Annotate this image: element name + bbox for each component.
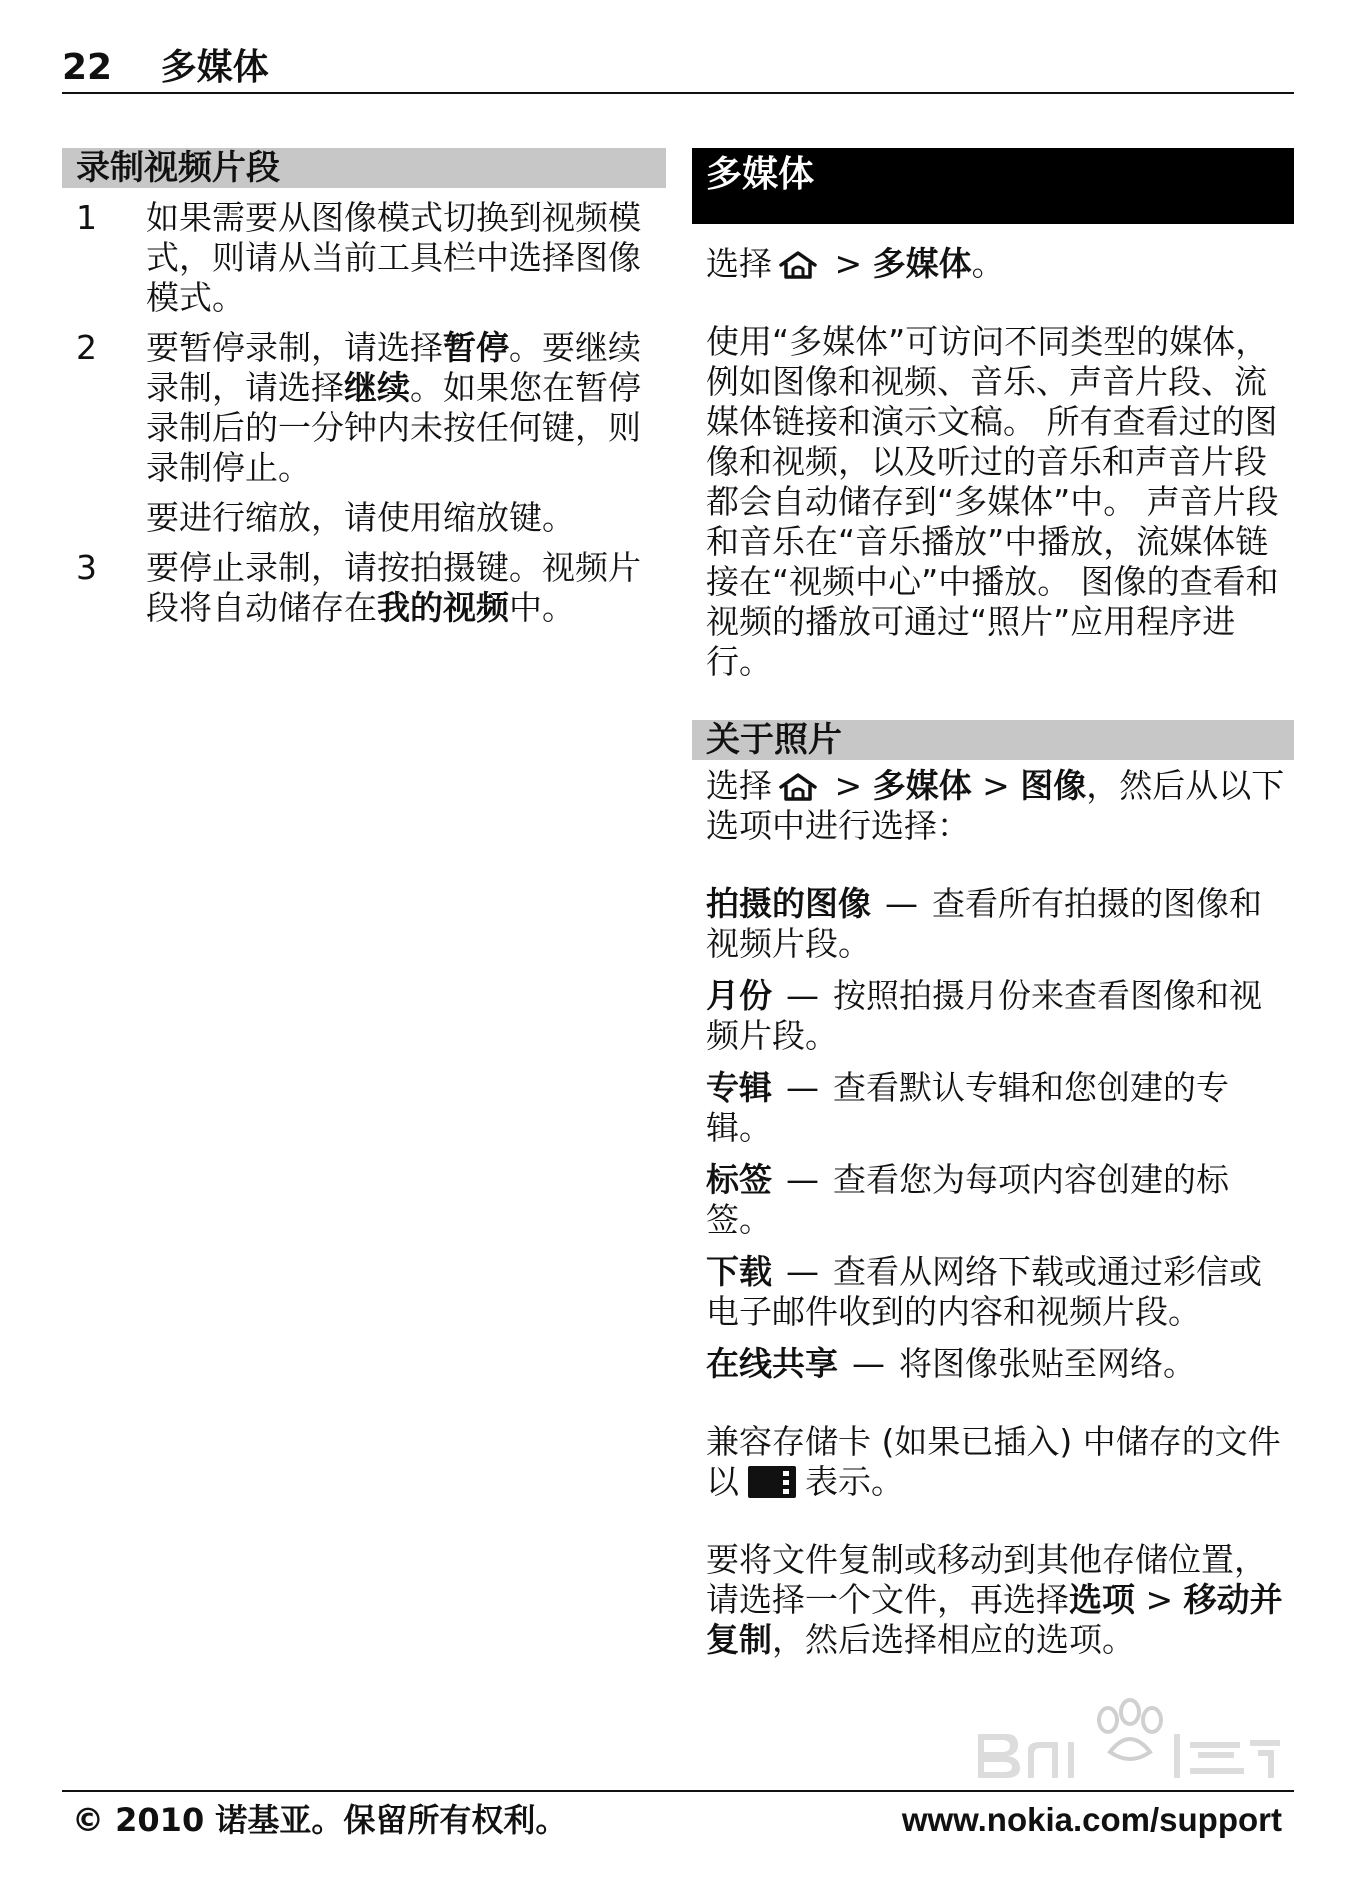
multimedia-description: 使用“多媒体”可访问不同类型的媒体，例如图像和视频、音乐、声音片段、流媒体链接和演示文稿。 所有查看过的图像和视频，以及听过的音乐和声音片段都会自动储存到“多媒体”中。 声音片段和音乐在“音乐播放”中播放，流媒体链接在“视频中心”中播放。 图像的查看和视频的播放可通过“照片”应用程序进行。	[706, 322, 1279, 681]
options-label: 选项	[1069, 1580, 1135, 1619]
memory-card-icon	[747, 1465, 797, 1499]
baidu-watermark-logo	[968, 1690, 1288, 1786]
section-title-about-photos: 关于照片	[692, 720, 1294, 760]
step-text: 如果需要从图像模式切换到视频模式，则请从当前工具栏中选择图像模式。	[146, 198, 641, 317]
select-path-images: 选择 > 多媒体 > 图像，然后从以下选项中进行选择：	[706, 766, 1285, 845]
step-number: 2	[76, 328, 97, 367]
option-months: 月份 — 按照拍摄月份来查看图像和视频片段。	[706, 976, 1262, 1055]
option-list	[692, 884, 1294, 1384]
my-videos-label: 我的视频	[377, 588, 509, 627]
multimedia-label: 多媒体	[872, 244, 972, 283]
select-path-multimedia: 选择 > 多媒体。	[706, 244, 1005, 283]
steps-list	[62, 198, 666, 628]
home-icon	[778, 772, 818, 802]
footer-copyright: © 2010 诺基亚。保留所有权利。	[72, 1801, 568, 1839]
step-2	[62, 328, 666, 538]
option-captured-images: 拍摄的图像 — 查看所有拍摄的图像和视频片段。	[706, 884, 1262, 963]
right-column	[692, 148, 1294, 1660]
section-title-multimedia: 多媒体	[692, 148, 1294, 224]
step-number: 3	[76, 548, 97, 587]
memory-card-note: 兼容存储卡 (如果已插入) 中储存的文件以 表示。	[706, 1422, 1281, 1501]
pause-label: 暂停	[443, 328, 509, 367]
option-downloads: 下载 — 查看从网络下载或通过彩信或电子邮件收到的内容和视频片段。	[706, 1252, 1262, 1331]
chapter-title: 多媒体	[160, 47, 269, 88]
home-icon	[778, 250, 818, 280]
option-albums: 专辑 — 查看默认专辑和您创建的专辑。	[706, 1068, 1229, 1147]
step-3	[62, 548, 666, 628]
step-text: 要暂停录制，请选择暂停。要继续录制，请选择继续。如果您在暂停录制后的一分钟内未按任何键，则录制停止。	[146, 328, 641, 487]
page-header	[62, 44, 1294, 94]
footer-support-link[interactable]: www.nokia.com/support	[901, 1801, 1282, 1838]
step-1	[62, 198, 666, 318]
page-number: 22	[62, 47, 113, 88]
zoom-note: 要进行缩放，请使用缩放键。	[146, 498, 575, 537]
continue-label: 继续	[344, 368, 410, 407]
option-online-share: 在线共享 — 将图像张贴至网络。	[706, 1344, 1196, 1383]
option-tags: 标签 — 查看您为每项内容创建的标签。	[706, 1160, 1229, 1239]
copy-move-note: 要将文件复制或移动到其他存储位置，请选择一个文件，再选择选项 > 移动并复制，然后选择相应的选项。	[706, 1540, 1283, 1659]
images-label: 图像	[1020, 766, 1087, 805]
section-title-record-video: 录制视频片段	[62, 148, 666, 188]
multimedia-label: 多媒体	[872, 766, 972, 805]
move-copy-label: 移动并复制	[706, 1580, 1283, 1659]
step-number: 1	[76, 198, 97, 237]
footer-rule	[62, 1790, 1294, 1792]
left-column	[62, 148, 666, 628]
step-text: 要停止录制，请按拍摄键。视频片段将自动储存在我的视频中。	[146, 548, 641, 627]
